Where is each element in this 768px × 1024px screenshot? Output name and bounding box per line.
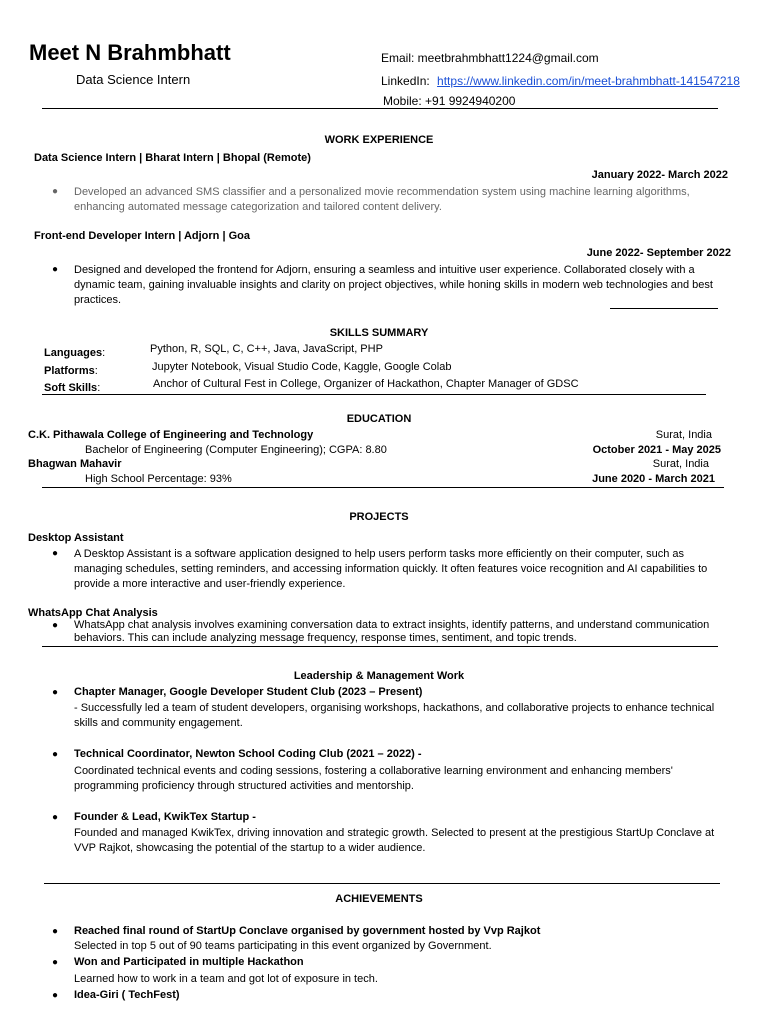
skill-label: Soft Skills [44, 382, 98, 394]
project-title: Desktop Assistant [28, 532, 124, 544]
achievement-title: Reached final round of StartUp Conclave organised by government hosted by Vvp Rajkot [74, 925, 541, 937]
skill-separator: : [94, 365, 98, 377]
job-title: Front-end Developer Intern | Adjorn | Goa [34, 230, 250, 242]
school-name: Bhagwan Mahavir [28, 458, 122, 470]
leadership-heading: Leadership & Management Work [293, 670, 465, 682]
section-divider [44, 883, 720, 884]
bullet-icon: ● [52, 687, 59, 698]
education-dates: June 2020 - March 2021 [592, 473, 715, 485]
bullet-icon: ● [52, 749, 59, 760]
job-description: Developed an advanced SMS classifier and a personalized movie recommendation system using machine learning algorithms, enhancing automated message categorization and tailored content delivery. [74, 186, 690, 213]
email-text: Email: meetbrahmbhatt1224@gmail.com [381, 51, 599, 65]
leadership-text: Coordinated technical events and coding sessions, fostering a collaborative learning environment and enhancing members' programming proficiency through structured activities and mentorship. [74, 765, 673, 792]
school-location: Surat, India [652, 458, 709, 470]
education-heading: EDUCATION [346, 413, 412, 425]
achievement-title: Idea-Giri ( TechFest) [74, 989, 180, 1001]
section-divider [610, 308, 718, 309]
bullet-icon: ● [52, 957, 59, 968]
skill-separator: : [102, 347, 106, 359]
job-title: Data Science Intern | Bharat Intern | Bhopal (Remote) [34, 152, 311, 164]
linkedin-link[interactable]: https://www.linkedin.com/in/meet-brahmbhatt-141547218 [437, 74, 740, 88]
school-location: Surat, India [655, 429, 712, 441]
skill-value: Jupyter Notebook, Visual Studio Code, Kaggle, Google Colab [152, 361, 452, 373]
leadership-title: Founder & Lead, KwikTex Startup - [74, 811, 256, 823]
section-divider [42, 394, 706, 395]
bullet-icon: ● [52, 990, 59, 1001]
bullet-icon: ● [52, 620, 59, 631]
skill-label: Platforms [44, 365, 95, 377]
project-description: A Desktop Assistant is a software application designed to help users perform tasks more efficiently on their computer, such as managing schedules, setting reminders, and accessing information quickly. It often features voice recognition and AI capabilities to provide a more interactive and user-friendly experience. [74, 548, 708, 590]
header-divider [42, 108, 718, 109]
bullet-icon: ● [52, 812, 59, 823]
achievement-title: Won and Participated in multiple Hackathon [74, 956, 304, 968]
degree-detail: Bachelor of Engineering (Computer Engineering); CGPA: 8.80 [85, 444, 387, 456]
projects-heading: PROJECTS [349, 511, 409, 523]
leadership-text: - Successfully led a team of student developers, organising workshops, hackathons, and collaborative projects to enhance technical skills and community engagement. [74, 702, 715, 729]
bullet-icon: ● [52, 548, 59, 559]
degree-detail: High School Percentage: 93% [85, 473, 232, 485]
work-experience-heading: WORK EXPERIENCE [324, 134, 434, 146]
leadership-text: Founded and managed KwikTex, driving innovation and strategic growth. Selected to present at the prestigious StartUp Conclave at VVP Rajkot, showcasing the potential of the startup to a wider audience. [74, 827, 715, 854]
bullet-icon: ● [52, 926, 59, 937]
achievements-heading: ACHIEVEMENTS [335, 893, 423, 905]
achievement-text: Selected in top 5 out of 90 teams participating in this event organized by Government. [74, 940, 492, 952]
candidate-role: Data Science Intern [76, 72, 191, 87]
project-title: WhatsApp Chat Analysis [28, 607, 158, 619]
achievement-text: Learned how to work in a team and got lot of exposure in tech. [74, 973, 378, 985]
linkedin-label: LinkedIn: [381, 74, 430, 88]
skill-separator: : [97, 382, 101, 394]
skill-value: Anchor of Cultural Fest in College, Organizer of Hackathon, Chapter Manager of GDSC [153, 378, 579, 390]
bullet-icon: ● [52, 264, 59, 275]
school-name: C.K. Pithawala College of Engineering and Technology [28, 429, 314, 441]
job-dates: June 2022- September 2022 [586, 247, 731, 259]
leadership-title: Chapter Manager, Google Developer Student Club (2023 – Present) [74, 686, 423, 698]
section-divider [42, 487, 724, 488]
bullet-icon: ● [52, 186, 59, 197]
linkedin-row [381, 74, 740, 88]
skill-row [44, 361, 98, 379]
mobile-text: Mobile: +91 9924940200 [383, 94, 516, 108]
project-description: WhatsApp chat analysis involves examining conversation data to extract insights, identify patterns, and understand communication behaviors. This can include analyzing message frequency, response times, sentiment, and topic trends. [74, 619, 710, 644]
job-description: Designed and developed the frontend for Adjorn, ensuring a seamless and intuitive user experience. Collaborated closely with a dynamic team, gaining invaluable insights and clarity on project objectives, while honing skills in modern web technologies and best practices. [74, 264, 713, 306]
job-dates: January 2022- March 2022 [591, 169, 728, 181]
skill-row [44, 343, 105, 361]
skill-label: Languages [44, 347, 103, 359]
candidate-name: Meet N Brahmbhatt [29, 40, 231, 65]
leadership-title: Technical Coordinator, Newton School Coding Club (2021 – 2022) - [74, 748, 422, 760]
skills-heading: SKILLS SUMMARY [329, 327, 429, 339]
skill-value: Python, R, SQL, C, C++, Java, JavaScript, PHP [150, 343, 383, 355]
section-divider [42, 646, 718, 647]
education-dates: October 2021 - May 2025 [592, 444, 721, 456]
